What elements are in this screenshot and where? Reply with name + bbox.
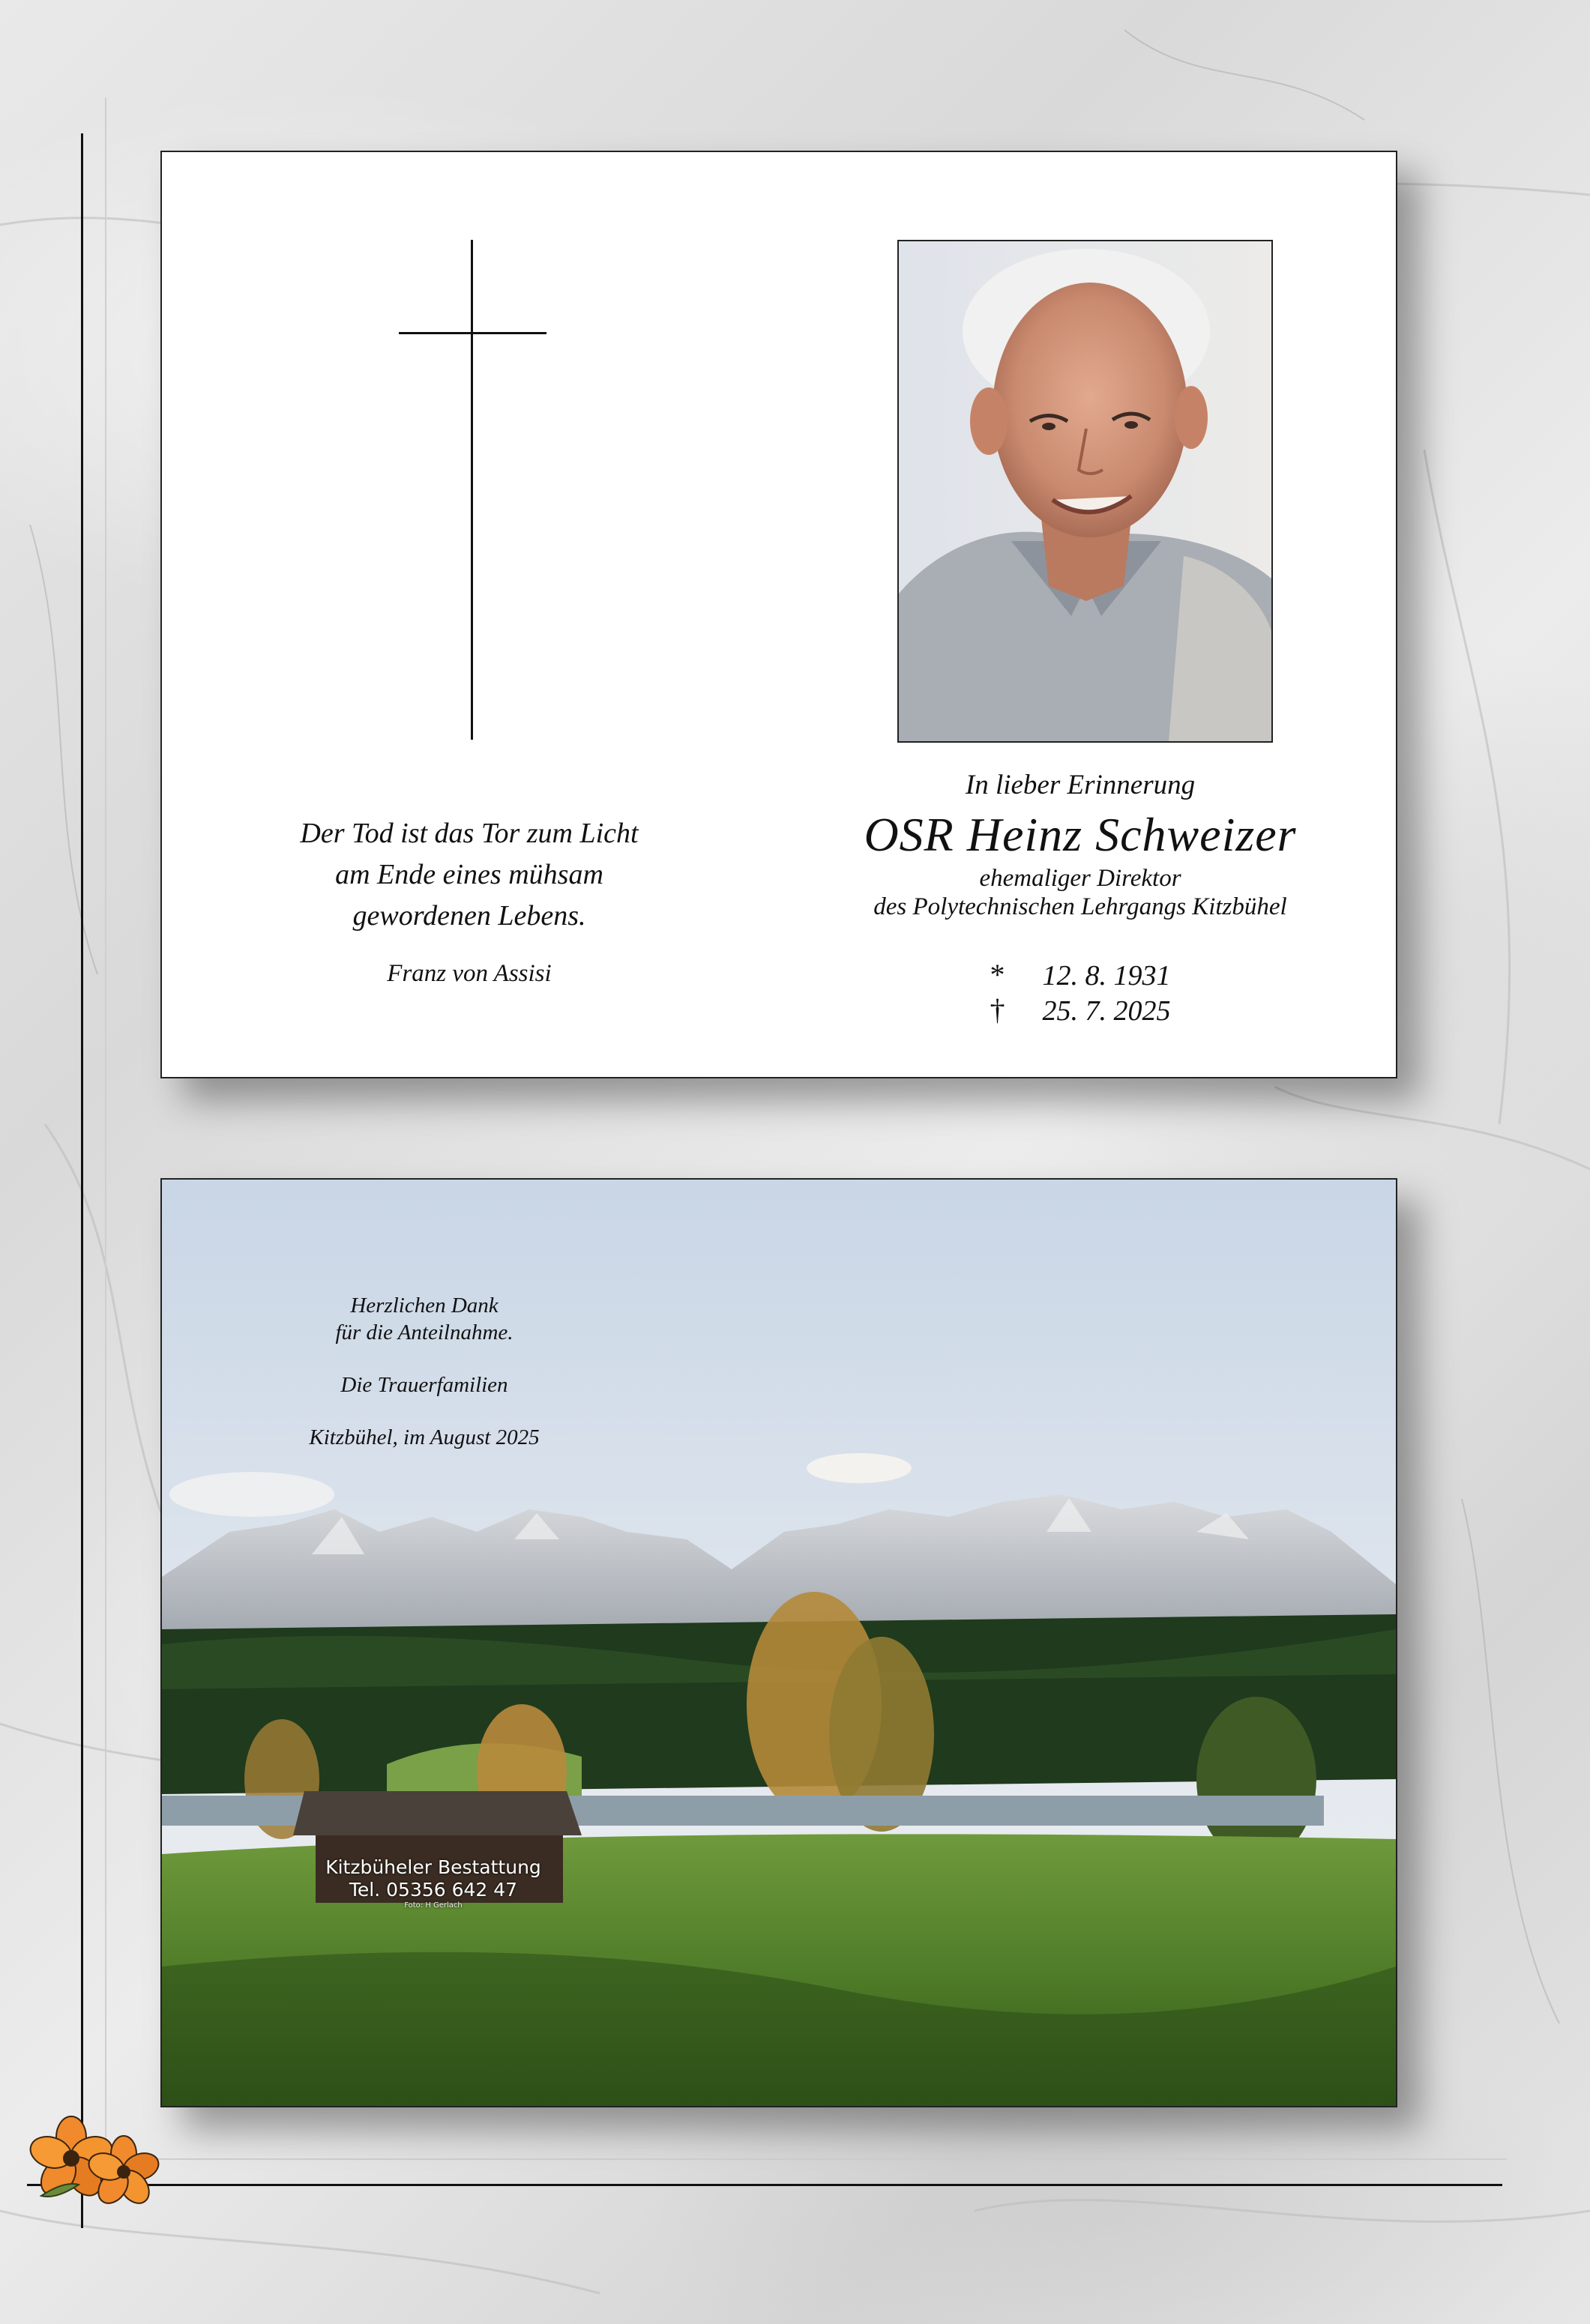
frame-vertical-line — [81, 133, 83, 2228]
families-signature: Die Trauerfamilien — [340, 1373, 508, 1397]
birth-date-group — [960, 957, 1201, 992]
death-date-group — [960, 992, 1201, 1027]
frame-horizontal-line — [27, 2184, 1502, 2186]
photo-credit: Foto: H Gerlach — [404, 1901, 463, 1910]
quote-author: Franz von Assisi — [387, 960, 552, 987]
birth-date: 12. 8. 1931 — [1042, 960, 1171, 992]
obituary-card-front — [160, 151, 1397, 1078]
funeral-home-name: Kitzbüheler Bestattung — [325, 1856, 541, 1878]
obituary-card-back — [160, 1178, 1397, 2107]
flower-icon — [26, 2113, 176, 2218]
funeral-home-phone: Tel. 05356 642 47 — [349, 1879, 518, 1901]
place-date: Kitzbühel, im August 2025 — [309, 1425, 540, 1449]
quote-line: am Ende eines mühsam — [335, 859, 603, 890]
cross-icon-horizontal — [399, 332, 546, 334]
memorial-text — [777, 768, 1384, 921]
frame-horizontal-line-thin — [120, 2158, 1507, 2160]
deceased-name: OSR Heinz Schweizer — [864, 808, 1297, 861]
cross-icon-vertical — [471, 240, 473, 740]
frame-vertical-line-thin — [105, 97, 106, 2188]
death-date: 25. 7. 2025 — [1042, 995, 1171, 1027]
quote-text — [244, 813, 694, 937]
thanks-line: Herzlichen Dank — [350, 1294, 499, 1318]
birth-star-icon: * — [990, 958, 1005, 992]
thanks-text — [256, 1292, 593, 1476]
thanks-line: für die Anteilnahme. — [335, 1321, 514, 1344]
portrait-illustration — [899, 241, 1271, 741]
memorial-intro: In lieber Erinnerung — [965, 770, 1196, 800]
deceased-role-line: des Polytechnischen Lehrgangs Kitzbühel — [873, 893, 1287, 920]
death-cross-icon: † — [990, 993, 1005, 1027]
portrait-photo — [897, 240, 1273, 743]
funeral-home-stamp — [325, 1856, 542, 1910]
life-dates — [777, 957, 1384, 1027]
deceased-role-line: ehemaliger Direktor — [979, 865, 1181, 892]
quote-line: gewordenen Lebens. — [352, 900, 586, 932]
quote-line: Der Tod ist das Tor zum Licht — [300, 818, 639, 849]
